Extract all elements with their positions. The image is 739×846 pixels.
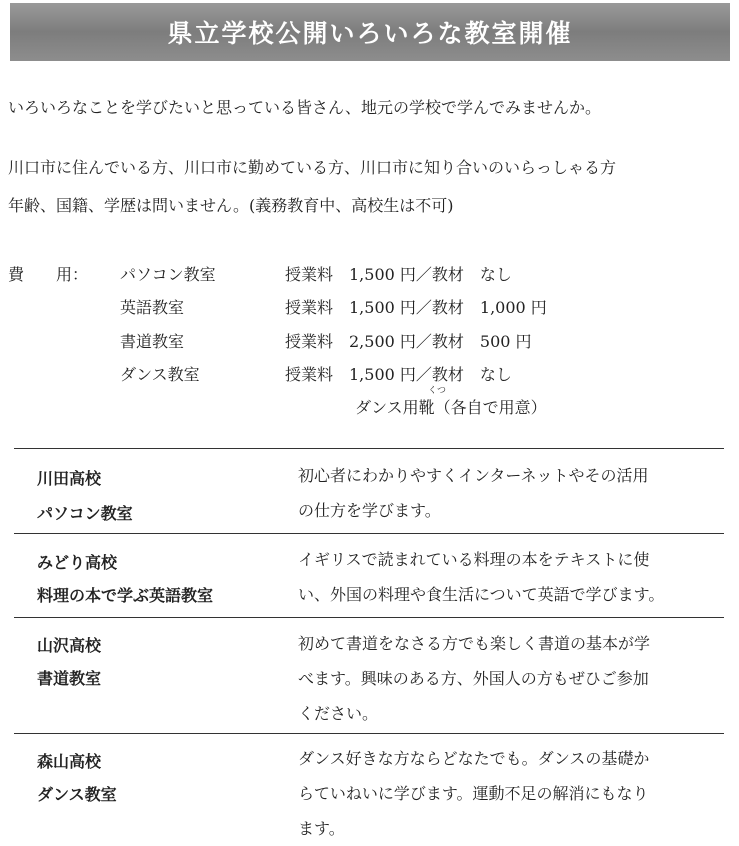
fee-class-name: 英語教室 — [120, 298, 185, 317]
description-line: ます。 — [298, 819, 345, 838]
fee-tuition: 授業料 1,500 円／教材 なし — [285, 365, 512, 384]
description-line: 初心者にわかりやすくインターネットやその活用 — [298, 466, 649, 485]
school-name: 森山高校 — [37, 752, 102, 771]
description-line: らていねいに学びます。運動不足の解消にもなり — [298, 784, 649, 803]
fee-note: ダンス用靴（各自で用意） — [355, 398, 547, 417]
fee-tuition: 授業料 1,500 円／教材 1,000 円 — [285, 298, 547, 317]
description-line: の仕方を学びます。 — [298, 501, 441, 520]
fee-tuition: 授業料 1,500 円／教材 なし — [285, 265, 512, 284]
class-name: ダンス教室 — [37, 785, 117, 804]
fee-tuition: 授業料 2,500 円／教材 500 円 — [285, 332, 532, 351]
table-rule — [14, 617, 724, 618]
furigana: くつ — [428, 386, 447, 396]
table-rule — [14, 533, 724, 534]
school-name: みどり高校 — [37, 553, 118, 572]
fee-class-name: パソコン教室 — [120, 265, 216, 284]
description-line: 初めて書道をなさる方でも楽しく書道の基本が学 — [298, 634, 651, 653]
description-line: ください。 — [298, 704, 379, 723]
title-banner — [10, 3, 730, 61]
description-line: い、外国の料理や食生活について英語で学びます。 — [298, 585, 665, 604]
table-rule — [14, 448, 724, 449]
class-name: パソコン教室 — [37, 504, 133, 523]
fee-class-name: 書道教室 — [120, 332, 185, 351]
school-name: 山沢高校 — [37, 636, 102, 655]
intro-text: いろいろなことを学びたいと思っている皆さん、地元の学校で学んでみませんか。 — [8, 98, 601, 117]
description-line: べます。興味のある方、外国人の方もぜひご参加 — [298, 669, 649, 688]
description-line: イギリスで読まれている料理の本をテキストに使 — [298, 550, 650, 569]
eligibility-line-1: 川口市に住んでいる方、川口市に勤めている方、川口市に知り合いのいらっしゃる方 — [8, 158, 617, 177]
course-description — [298, 458, 649, 528]
table-rule — [14, 733, 724, 734]
school-name: 川田高校 — [37, 469, 102, 488]
course-description — [298, 741, 649, 846]
fee-class-name: ダンス教室 — [120, 365, 200, 384]
fee-label: 費 用： — [8, 265, 89, 284]
description-line: ダンス好きな方ならどなたでも。ダンスの基礎か — [298, 749, 650, 768]
class-name: 書道教室 — [37, 669, 102, 688]
class-name: 料理の本で学ぶ英語教室 — [37, 586, 214, 605]
eligibility-line-2: 年齢、国籍、学歴は問いません。(義務教育中、高校生は不可) — [8, 196, 454, 215]
page-title: 県立学校公開いろいろな教室開催 — [167, 19, 573, 48]
course-description — [298, 626, 650, 731]
course-description — [298, 542, 664, 612]
